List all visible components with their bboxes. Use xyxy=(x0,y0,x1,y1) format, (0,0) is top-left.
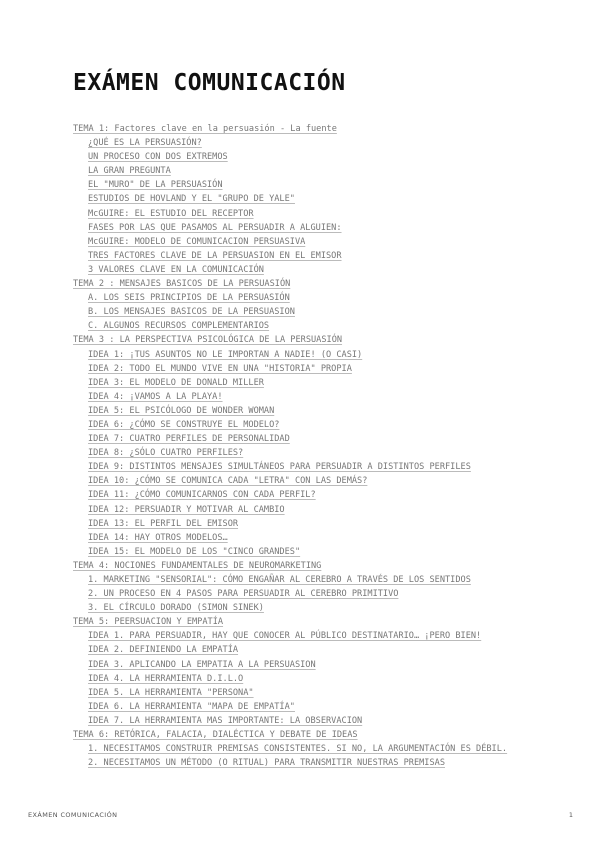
toc-entry-text[interactable]: B. LOS MENSAJES BASICOS DE LA PERSUASION xyxy=(88,307,295,318)
toc-subsection-link[interactable] xyxy=(0,686,600,700)
toc-subsection-link[interactable] xyxy=(0,503,600,517)
toc-subsection-link[interactable] xyxy=(0,150,600,164)
toc-subsection-link[interactable] xyxy=(0,672,600,686)
toc-entry-text[interactable]: UN PROCESO CON DOS EXTREMOS xyxy=(88,152,228,163)
toc-entry-text[interactable]: IDEA 13: EL PERFIL DEL EMISOR xyxy=(88,518,239,529)
toc-subsection-link[interactable] xyxy=(0,192,600,206)
toc-entry-text[interactable]: IDEA 4: ¡VAMOS A LA PLAYA! xyxy=(88,391,223,402)
toc-entry-text[interactable]: FASES POR LAS QUE PASAMOS AL PERSUADIR A ALGUIEN: xyxy=(88,222,342,233)
toc-subsection-link[interactable] xyxy=(0,418,600,432)
toc-section-link[interactable] xyxy=(0,333,600,347)
toc-subsection-link[interactable] xyxy=(0,517,600,531)
toc-entry-text[interactable]: IDEA 7. LA HERRAMIENTA MAS IMPORTANTE: LA OBSERVACION xyxy=(88,715,363,726)
toc-entry-text[interactable]: IDEA 7: CUATRO PERFILES DE PERSONALIDAD xyxy=(88,434,290,445)
toc-subsection-link[interactable] xyxy=(0,474,600,488)
toc-subsection-link[interactable] xyxy=(0,235,600,249)
toc-subsection-link[interactable] xyxy=(0,432,600,446)
toc-subsection-link[interactable] xyxy=(0,643,600,657)
toc-entry-text[interactable]: TEMA 1: Factores clave en la persuasión - La fuente xyxy=(73,124,337,134)
toc-subsection-link[interactable] xyxy=(0,601,600,615)
toc-subsection-link[interactable] xyxy=(0,376,600,390)
toc-entry-text[interactable]: C. ALGUNOS RECURSOS COMPLEMENTARIOS xyxy=(88,321,270,332)
toc-section-link[interactable] xyxy=(0,277,600,291)
toc-subsection-link[interactable] xyxy=(0,404,600,418)
toc-entry-text[interactable]: IDEA 10: ¿CÓMO SE COMUNICA CADA "LETRA" CON LAS DEMÁS? xyxy=(88,476,368,487)
toc-entry-text[interactable]: 1. MARKETING "SENSORIAL": CÓMO ENGAÑAR AL CEREBRO A TRAVÉS DE LOS SENTIDOS xyxy=(88,575,471,585)
toc-subsection-link[interactable] xyxy=(0,291,600,305)
toc-entry-text[interactable]: IDEA 3: EL MODELO DE DONALD MILLER xyxy=(88,377,264,388)
toc-section-link[interactable] xyxy=(0,122,600,136)
toc-entry-text[interactable]: TEMA 5: PEERSUACION Y EMPATÍA xyxy=(73,617,224,628)
toc-subsection-link[interactable] xyxy=(0,658,600,672)
toc-entry-text[interactable]: TEMA 6: RETÓRICA, FALACIA, DIALÉCTICA Y DEBATE DE IDEAS xyxy=(73,730,358,741)
toc-subsection-link[interactable] xyxy=(0,348,600,362)
toc-subsection-link[interactable] xyxy=(0,263,600,277)
toc-subsection-link[interactable] xyxy=(0,319,600,333)
toc-subsection-link[interactable] xyxy=(0,305,600,319)
toc-entry-text[interactable]: IDEA 5: EL PSICÓLOGO DE WONDER WOMAN xyxy=(88,405,275,416)
toc-entry-text[interactable]: 3 VALORES CLAVE EN LA COMUNICACIÓN xyxy=(88,264,264,275)
toc-subsection-link[interactable] xyxy=(0,362,600,376)
page-number: 1 xyxy=(568,811,573,819)
toc-entry-text[interactable]: TEMA 3 : LA PERSPECTIVA PSICOLÓGICA DE LA PERSUASIÓN xyxy=(73,335,343,346)
toc-entry-text[interactable]: 3. EL CÍRCULO DORADO (SIMON SINEK) xyxy=(88,603,264,614)
table-of-contents xyxy=(0,122,600,770)
toc-entry-text[interactable]: IDEA 8: ¿SÓLO CUATRO PERFILES? xyxy=(88,448,244,459)
toc-subsection-link[interactable] xyxy=(0,460,600,474)
toc-entry-text[interactable]: IDEA 5. LA HERRAMIENTA "PERSONA" xyxy=(88,687,254,698)
toc-section-link[interactable] xyxy=(0,559,600,573)
toc-subsection-link[interactable] xyxy=(0,178,600,192)
document-title: EXÁMEN COMUNICACIÓN xyxy=(73,70,346,96)
toc-entry-text[interactable]: IDEA 12: PERSUADIR Y MOTIVAR AL CAMBIO xyxy=(88,504,285,515)
toc-entry-text[interactable]: ¿QUÉ ES LA PERSUASIÓN? xyxy=(88,138,202,149)
toc-subsection-link[interactable] xyxy=(0,700,600,714)
toc-entry-text[interactable]: A. LOS SEIS PRINCIPIOS DE LA PERSUASIÓN xyxy=(88,293,290,304)
toc-entry-text[interactable]: IDEA 1. PARA PERSUADIR, HAY QUE CONOCER AL PÚBLICO DESTINATARIO… ¡PERO BIEN! xyxy=(88,631,482,642)
toc-section-link[interactable] xyxy=(0,728,600,742)
toc-subsection-link[interactable] xyxy=(0,545,600,559)
toc-subsection-link[interactable] xyxy=(0,742,600,756)
toc-entry-text[interactable]: IDEA 1: ¡TUS ASUNTOS NO LE IMPORTAN A NADIE! (O CASI) xyxy=(88,349,363,360)
toc-entry-text[interactable]: McGUIRE: EL ESTUDIO DEL RECEPTOR xyxy=(88,208,254,219)
toc-entry-text[interactable]: IDEA 6. LA HERRAMIENTA "MAPA DE EMPATÍA" xyxy=(88,701,295,712)
toc-entry-text[interactable]: LA GRAN PREGUNTA xyxy=(88,166,171,177)
toc-entry-text[interactable]: EL "MURO" DE LA PERSUASIÓN xyxy=(88,180,223,191)
toc-subsection-link[interactable] xyxy=(0,531,600,545)
toc-subsection-link[interactable] xyxy=(0,488,600,502)
toc-subsection-link[interactable] xyxy=(0,207,600,221)
toc-entry-text[interactable]: IDEA 4. LA HERRAMIENTA D.I.L.O xyxy=(88,673,244,684)
toc-entry-text[interactable]: IDEA 3. APLICANDO LA EMPATIA A LA PERSUASION xyxy=(88,659,316,670)
toc-subsection-link[interactable] xyxy=(0,714,600,728)
toc-subsection-link[interactable] xyxy=(0,629,600,643)
toc-entry-text[interactable]: IDEA 14: HAY OTROS MODELOS… xyxy=(88,532,228,543)
toc-subsection-link[interactable] xyxy=(0,573,600,587)
toc-subsection-link[interactable] xyxy=(0,249,600,263)
toc-entry-text[interactable]: 2. UN PROCESO EN 4 PASOS PARA PERSUADIR AL CEREBRO PRIMITIVO xyxy=(88,589,399,600)
toc-entry-text[interactable]: TEMA 2 : MENSAJES BASICOS DE LA PERSUASIÓN xyxy=(73,279,291,290)
toc-entry-text[interactable]: IDEA 15: EL MODELO DE LOS "CINCO GRANDES" xyxy=(88,546,301,557)
toc-subsection-link[interactable] xyxy=(0,164,600,178)
toc-subsection-link[interactable] xyxy=(0,221,600,235)
toc-entry-text[interactable]: TRES FACTORES CLAVE DE LA PERSUASION EN EL EMISOR xyxy=(88,250,342,261)
toc-entry-text[interactable]: 2. NECESITAMOS UN MÉTODO (O RITUAL) PARA TRANSMITIR NUESTRAS PREMISAS xyxy=(88,758,445,769)
toc-entry-text[interactable]: ESTUDIOS DE HOVLAND Y EL "GRUPO DE YALE" xyxy=(88,194,295,205)
toc-subsection-link[interactable] xyxy=(0,756,600,770)
toc-subsection-link[interactable] xyxy=(0,446,600,460)
toc-section-link[interactable] xyxy=(0,615,600,629)
toc-subsection-link[interactable] xyxy=(0,587,600,601)
toc-subsection-link[interactable] xyxy=(0,390,600,404)
footer-title: EXÁMEN COMUNICACIÓN xyxy=(28,811,118,819)
toc-entry-text[interactable]: IDEA 6: ¿CÓMO SE CONSTRUYE EL MODELO? xyxy=(88,419,280,430)
toc-entry-text[interactable]: IDEA 2. DEFINIENDO LA EMPATÍA xyxy=(88,645,239,656)
toc-subsection-link[interactable] xyxy=(0,136,600,150)
toc-entry-text[interactable]: IDEA 9: DISTINTOS MENSAJES SIMULTÁNEOS PARA PERSUADIR A DISTINTOS PERFILES xyxy=(88,462,471,473)
toc-entry-text[interactable]: IDEA 11: ¿CÓMO COMUNICARNOS CON CADA PERFIL? xyxy=(88,490,316,501)
toc-entry-text[interactable]: IDEA 2: TODO EL MUNDO VIVE EN UNA "HISTORIA" PROPIA xyxy=(88,363,352,374)
toc-entry-text[interactable]: McGUIRE: MODELO DE COMUNICACION PERSUASIVA xyxy=(88,236,306,247)
toc-entry-text[interactable]: 1. NECESITAMOS CONSTRUIR PREMISAS CONSISTENTES. SI NO, LA ARGUMENTACIÓN ES DÉBIL. xyxy=(88,744,508,755)
toc-entry-text[interactable]: TEMA 4: NOCIONES FUNDAMENTALES DE NEUROMARKETING xyxy=(73,560,322,571)
